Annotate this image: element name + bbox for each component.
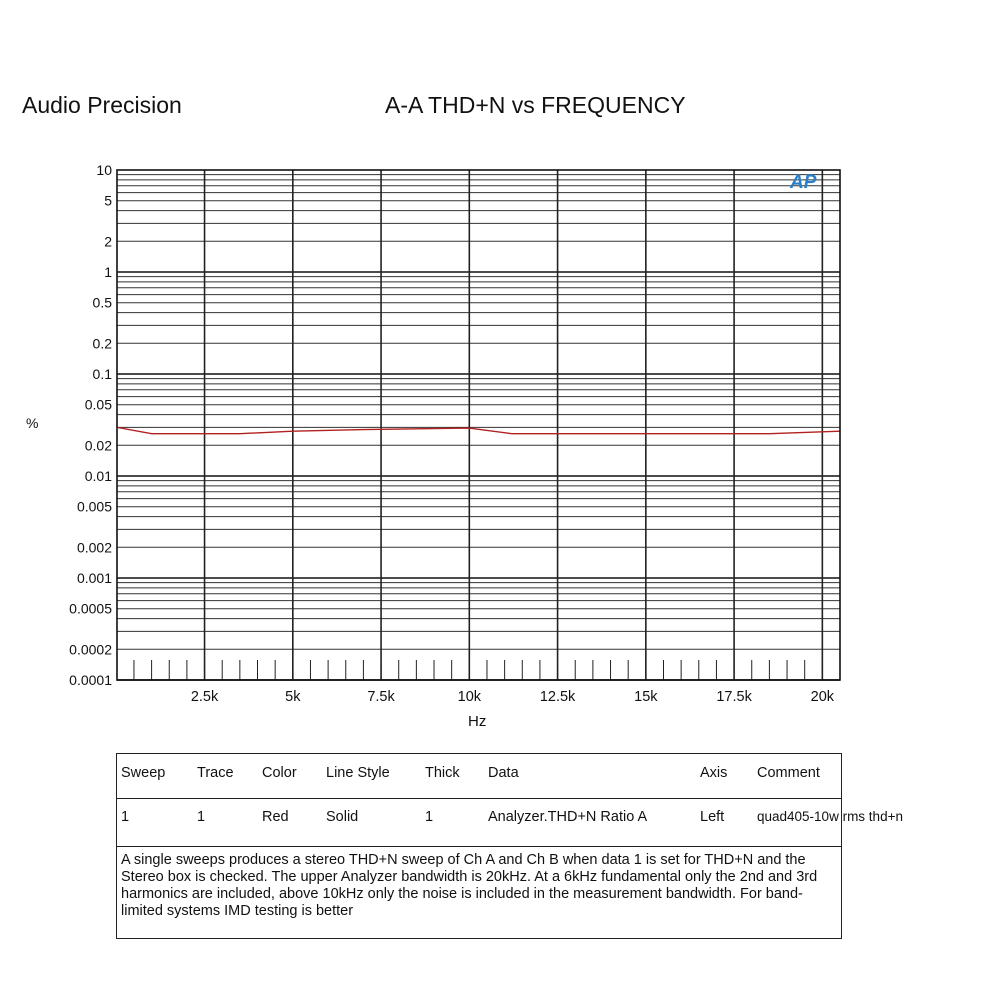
y-tick-label: 0.002: [76, 539, 112, 556]
series-line-thdn: [117, 427, 840, 433]
plot-frame: [117, 170, 840, 680]
legend-header-thick: Thick: [425, 765, 460, 781]
legend-header-comment: Comment: [757, 765, 820, 781]
ap-logo: AP: [790, 172, 817, 193]
y-tick-label: 0.0002: [69, 641, 112, 658]
legend-table: [116, 753, 903, 847]
y-tick-label: 0.05: [84, 396, 112, 413]
y-tick-label: 0.1: [92, 366, 112, 382]
x-tick-label: 2.5k: [190, 689, 219, 705]
y-tick-label: 0.02: [84, 437, 112, 454]
y-tick-label: 10: [96, 162, 112, 178]
legend-header-line-style: Line Style: [326, 765, 390, 781]
y-tick-label: 2: [104, 233, 112, 250]
legend-cell-data: Analyzer.THD+N Ratio A: [488, 809, 648, 825]
x-tick-label: 10k: [457, 689, 482, 705]
y-axis-label: %: [26, 415, 39, 431]
y-tick-label: 1: [104, 264, 112, 280]
legend-header-trace: Trace: [197, 765, 234, 781]
x-tick-label: 12.5k: [539, 689, 576, 705]
legend-header-sweep: Sweep: [121, 765, 166, 781]
x-tick-label: 17.5k: [716, 689, 752, 705]
legend-header-color: Color: [262, 765, 297, 781]
legend-data-row: [117, 798, 903, 842]
legend-cell-line-style: Solid: [326, 809, 359, 825]
brand-label: Audio Precision: [22, 92, 182, 118]
legend-cell-sweep: 1: [121, 809, 130, 825]
y-tick-label: 0.005: [76, 498, 112, 515]
x-tick-label: 15k: [634, 689, 658, 705]
legend-cell-color: Red: [262, 809, 289, 825]
legend-cell-comment: quad405-10w rms thd+n: [757, 809, 903, 824]
y-tick-label: 0.5: [92, 294, 112, 311]
legend-header-data: Data: [488, 765, 519, 781]
legend-header-row: [117, 754, 841, 799]
chart-title: A-A THD+N vs FREQUENCY: [385, 92, 686, 118]
sweep-description-note: A single sweeps produces a stereo THD+N sweep of Ch A and Ch B when data 1 is set for THD+N and the Stereo box is checked. The upper Analyzer bandwidth is 20kHz. At a 6kHz fundamental only the 2nd and 3rd harmonics are included, above 10kHz only the noise is included in the measurement bandwidth. For band-limited systems IMD testing is better: [116, 847, 842, 939]
x-axis-label: Hz: [468, 713, 487, 730]
y-tick-label: 5: [104, 192, 112, 209]
legend-cell-axis: Left: [700, 809, 725, 825]
x-tick-label: 5k: [285, 689, 301, 705]
x-tick-label: 7.5k: [367, 689, 395, 705]
legend-cell-trace: 1: [197, 809, 206, 825]
y-tick-label: 0.0001: [69, 672, 112, 688]
legend-header-axis: Axis: [700, 765, 728, 781]
x-tick-label: 20k: [810, 689, 835, 705]
y-tick-label: 0.01: [84, 468, 112, 484]
y-tick-label: 0.001: [76, 570, 112, 586]
y-tick-label: 0.0005: [69, 600, 112, 617]
y-tick-label: 0.2: [92, 335, 112, 352]
legend-cell-thick: 1: [425, 809, 434, 825]
